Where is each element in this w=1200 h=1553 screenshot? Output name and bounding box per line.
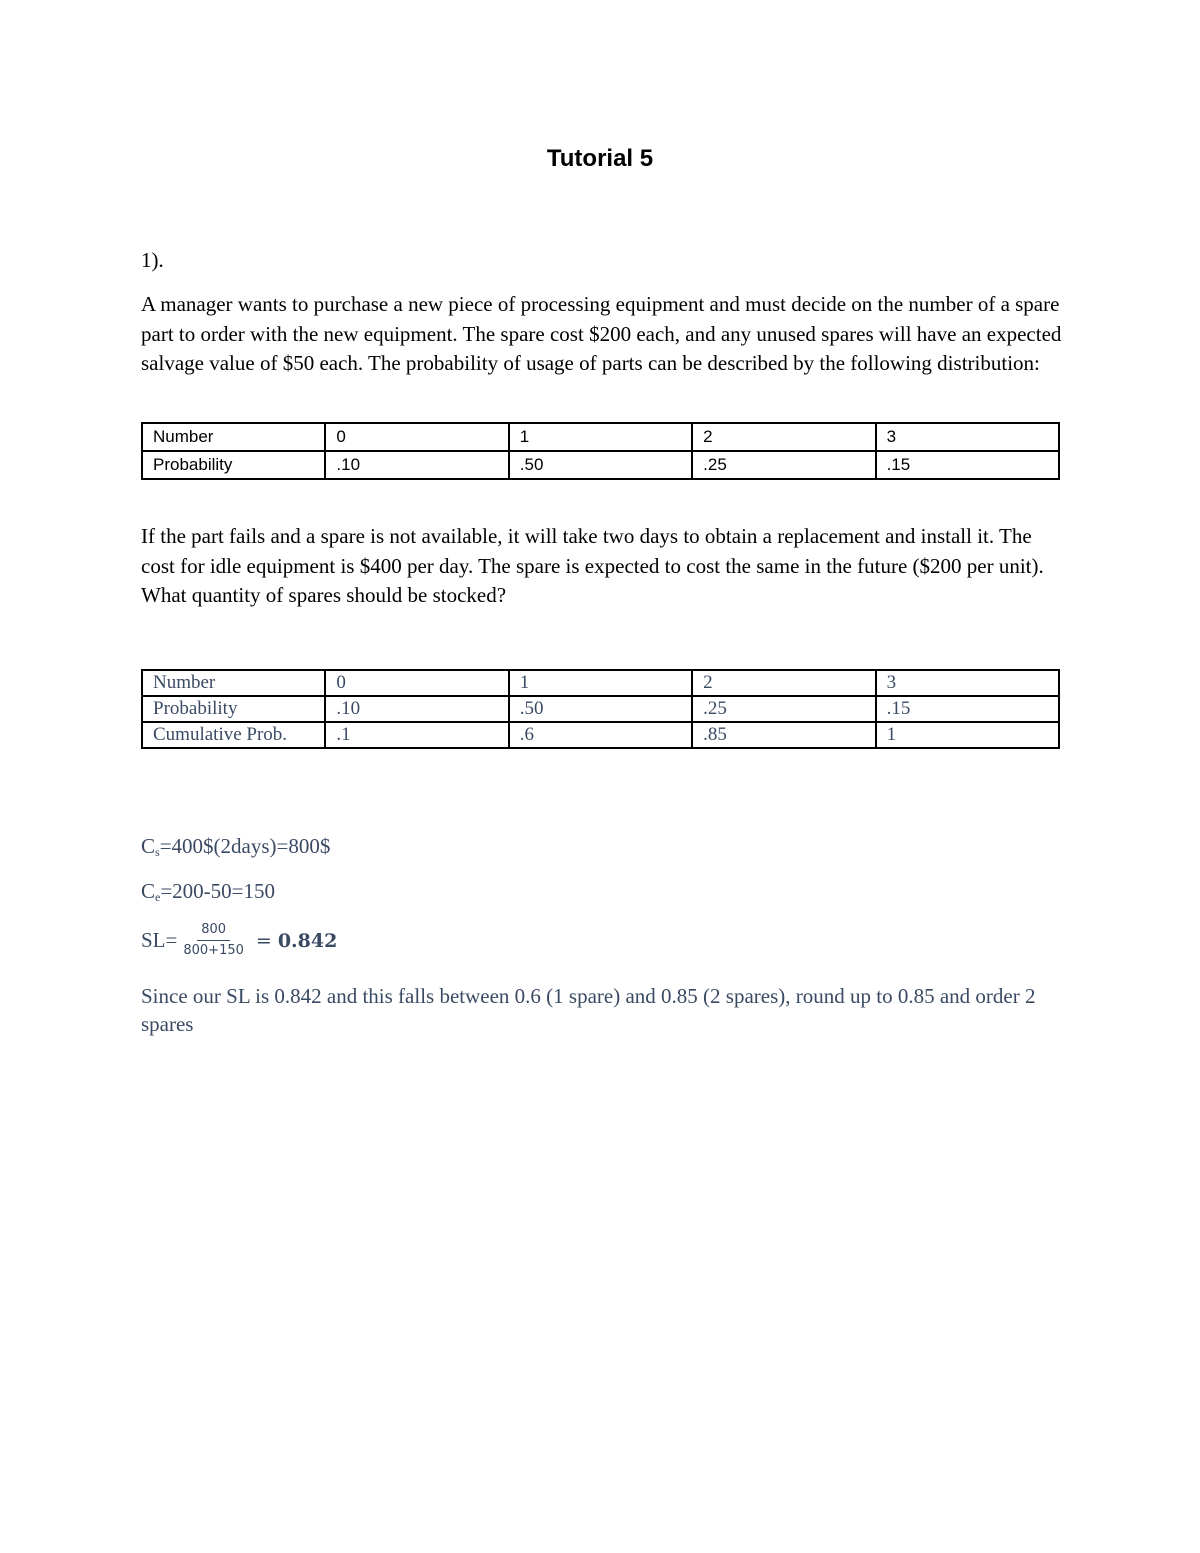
table-cell: 0 [325,423,508,451]
table-cell: .25 [692,451,875,479]
problem-question: If the part fails and a spare is not available, it will take two days to obtain a replacement and install it. The cost for idle equipment is $400 per day. The spare is expected to cost the same in the future ($200 per unit). What quantity of spares should be stocked? [141,524,1044,607]
table-cell: .85 [692,722,875,748]
table-row [142,451,1059,479]
table-row [142,696,1059,722]
cs-letter: C [141,834,156,858]
excess-cost-line [141,879,275,905]
question-number: 1). [141,248,164,272]
sl-fraction [179,922,248,959]
cs-expression: =400$(2days)=800$ [159,834,331,858]
table-cell: .10 [325,696,508,722]
sl-label: SL= [141,928,178,952]
sl-denominator: 800+150 [183,943,244,958]
table-cell: 1 [509,423,692,451]
table-cell: 3 [876,670,1059,696]
page-title: Tutorial 5 [546,145,654,172]
service-level-line [141,922,337,959]
distribution-table [141,422,1060,480]
table-cell: 2 [692,423,875,451]
sl-equals: = [255,929,272,952]
table-cell: 1 [876,722,1059,748]
table-cell: .6 [509,722,692,748]
table-cell: .1 [325,722,508,748]
table-cell: .50 [509,696,692,722]
table-cell: .50 [509,451,692,479]
table-cell: 1 [509,670,692,696]
table-row [142,670,1059,696]
table-cell: 3 [876,423,1059,451]
table-cell: Number [142,670,325,696]
table-cell: Number [142,423,325,451]
table-cell: .15 [876,696,1059,722]
sl-value: 0.842 [277,929,338,952]
table-cell: Probability [142,696,325,722]
shortage-cost-line [141,834,330,860]
cumulative-table [141,669,1060,749]
table-cell: Cumulative Prob. [142,722,325,748]
table-cell: 0 [325,670,508,696]
cs-subscript: s [155,845,160,859]
table-cell: 2 [692,670,875,696]
table-row [142,423,1059,451]
table-cell: .25 [692,696,875,722]
sl-numerator: 800 [197,922,230,941]
table-cell: Probability [142,451,325,479]
ce-letter: C [141,879,156,903]
problem-statement: A manager wants to purchase a new piece of processing equipment and must decide on the number of a spare part to order with the new equipment. The spare cost $200 each, and any unused spares will have an expected salvage value of $50 each. The probability of usage of parts can be described by the following distribution: [141,292,1062,375]
table-cell: .15 [876,451,1059,479]
ce-expression: =200-50=150 [160,879,276,903]
ce-subscript: e [155,890,161,904]
conclusion: Since our SL is 0.842 and this falls between 0.6 (1 spare) and 0.85 (2 spares), round up to 0.85 and order 2 spares [141,984,1036,1036]
table-row [142,722,1059,748]
table-cell: .10 [325,451,508,479]
